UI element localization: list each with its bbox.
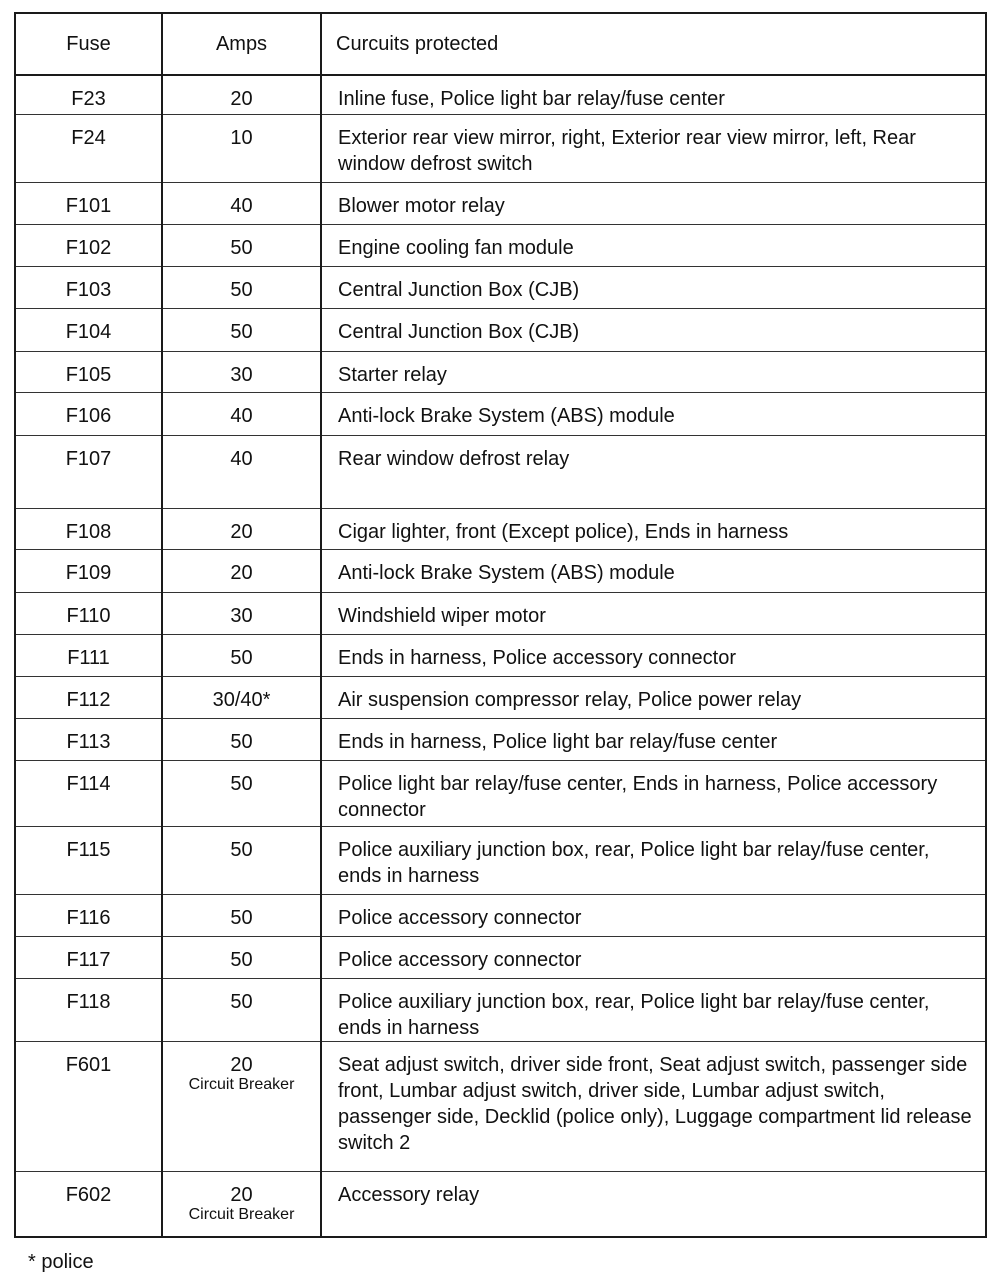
fuse-cell	[15, 508, 162, 549]
fuse-id: F101	[65, 194, 112, 217]
table-row	[15, 676, 986, 718]
fuse-id: F109	[65, 561, 112, 584]
fuse-cell	[15, 1171, 162, 1237]
circuits-cell	[321, 978, 986, 1041]
amps-cell	[162, 718, 321, 760]
amps-value: 50	[230, 278, 253, 301]
amps-value: 50	[230, 730, 253, 753]
table-row	[15, 634, 986, 676]
amps-value: 50	[230, 948, 253, 971]
circuits-text: Starter relay	[338, 363, 447, 386]
circuits-cell	[321, 392, 986, 435]
circuits-text: Seat adjust switch, driver side front, Seat adjust switch, passenger side front, Lumbar adjust switch, driver side, Lumbar adjust switch, passenger side, Decklid (police only), Luggage compartment lid release switch 2	[338, 1053, 972, 1154]
amps-cell	[162, 266, 321, 308]
circuits-text: Windshield wiper motor	[338, 604, 546, 627]
circuits-text: Central Junction Box (CJB)	[338, 320, 580, 343]
circuits-cell	[321, 718, 986, 760]
fuse-cell	[15, 676, 162, 718]
fuse-id: F103	[65, 278, 112, 301]
circuits-cell	[321, 435, 986, 508]
circuits-text: Anti-lock Brake System (ABS) module	[338, 404, 675, 427]
circuits-cell	[321, 182, 986, 224]
fuse-id: F114	[66, 772, 111, 795]
fuse-id: F115	[66, 838, 111, 861]
fuse-id: F24	[71, 126, 106, 149]
table-row	[15, 75, 986, 114]
amps-note: Circuit Breaker	[188, 1075, 295, 1093]
amps-cell	[162, 114, 321, 182]
fuse-cell	[15, 114, 162, 182]
table-row	[15, 894, 986, 936]
amps-value: 50	[230, 990, 253, 1013]
circuits-text: Police accessory connector	[338, 906, 582, 929]
header-row	[15, 13, 986, 75]
circuits-cell	[321, 1171, 986, 1237]
fuse-id: F107	[65, 447, 112, 470]
fuse-cell	[15, 224, 162, 266]
table-row	[15, 182, 986, 224]
circuits-cell	[321, 308, 986, 351]
fuse-cell	[15, 592, 162, 634]
amps-value: 40	[230, 194, 253, 217]
fuse-cell	[15, 351, 162, 392]
table-row	[15, 435, 986, 508]
fuse-cell	[15, 1041, 162, 1171]
fuse-id: F602	[65, 1183, 112, 1206]
amps-cell	[162, 549, 321, 592]
circuits-cell	[321, 351, 986, 392]
footnote: * police	[28, 1251, 94, 1273]
amps-cell	[162, 978, 321, 1041]
fuse-cell	[15, 978, 162, 1041]
circuits-cell	[321, 760, 986, 826]
table-row	[15, 826, 986, 894]
fuse-id: F113	[66, 730, 111, 753]
table-row	[15, 351, 986, 392]
circuits-cell	[321, 1041, 986, 1171]
fuse-id: F105	[65, 363, 112, 386]
circuits-cell	[321, 936, 986, 978]
table-row	[15, 224, 986, 266]
fuse-id: F601	[65, 1053, 112, 1076]
table-row	[15, 308, 986, 351]
fuse-cell	[15, 936, 162, 978]
circuits-text: Blower motor relay	[338, 194, 505, 217]
amps-value: 20	[230, 1183, 253, 1206]
fuse-table	[14, 12, 987, 1238]
circuits-text: Air suspension compressor relay, Police power relay	[338, 688, 802, 711]
circuits-cell	[321, 894, 986, 936]
fuse-id: F110	[66, 604, 111, 627]
fuse-cell	[15, 435, 162, 508]
circuits-cell	[321, 826, 986, 894]
circuits-text: Police auxiliary junction box, rear, Police light bar relay/fuse center, ends in harness	[338, 838, 930, 887]
fuse-id: F23	[71, 88, 106, 110]
fuse-cell	[15, 760, 162, 826]
fuse-cell	[15, 894, 162, 936]
fuse-cell	[15, 266, 162, 308]
amps-value: 20	[230, 1053, 253, 1076]
amps-cell	[162, 351, 321, 392]
table-row	[15, 114, 986, 182]
amps-value: 10	[230, 126, 253, 149]
table-row	[15, 718, 986, 760]
amps-cell	[162, 508, 321, 549]
amps-value: 30	[230, 604, 253, 627]
table-row	[15, 549, 986, 592]
circuits-cell	[321, 549, 986, 592]
fuse-id: F104	[65, 320, 112, 343]
amps-value: 20	[230, 561, 253, 584]
circuits-text: Cigar lighter, front (Except police), Ends in harness	[338, 520, 789, 543]
amps-cell	[162, 308, 321, 351]
table-row	[15, 978, 986, 1041]
amps-cell	[162, 760, 321, 826]
circuits-cell	[321, 224, 986, 266]
fuse-cell	[15, 308, 162, 351]
amps-cell	[162, 592, 321, 634]
circuits-text: Exterior rear view mirror, right, Exterior rear view mirror, left, Rear window defrost switch	[338, 126, 916, 175]
circuits-text: Rear window defrost relay	[338, 447, 570, 470]
amps-value: 50	[230, 236, 253, 259]
fuse-id: F117	[66, 948, 111, 971]
circuits-cell	[321, 508, 986, 549]
fuse-cell	[15, 718, 162, 760]
fuse-cell	[15, 634, 162, 676]
circuits-cell	[321, 114, 986, 182]
amps-cell	[162, 182, 321, 224]
table-row	[15, 592, 986, 634]
fuse-id: F102	[65, 236, 112, 259]
fuse-id: F116	[66, 906, 111, 929]
circuits-text: Police accessory connector	[338, 948, 582, 971]
circuits-cell	[321, 634, 986, 676]
circuits-text: Police light bar relay/fuse center, Ends in harness, Police accessory connector	[338, 772, 938, 821]
fuse-id: F108	[65, 520, 112, 543]
table-row	[15, 760, 986, 826]
amps-value: 40	[230, 447, 253, 470]
fuse-id: F112	[66, 688, 111, 711]
fuse-cell	[15, 826, 162, 894]
amps-cell	[162, 392, 321, 435]
amps-cell	[162, 826, 321, 894]
table-row	[15, 1041, 986, 1171]
amps-value: 50	[230, 838, 253, 861]
amps-value: 20	[230, 88, 253, 110]
fuse-id: F111	[67, 646, 110, 669]
header-fuse: Fuse	[15, 13, 162, 75]
circuits-text: Anti-lock Brake System (ABS) module	[338, 561, 675, 584]
table-row	[15, 936, 986, 978]
amps-cell	[162, 1171, 321, 1237]
fuse-table-body	[15, 75, 986, 1237]
amps-cell	[162, 1041, 321, 1171]
circuits-cell	[321, 592, 986, 634]
amps-cell	[162, 894, 321, 936]
amps-cell	[162, 224, 321, 266]
amps-cell	[162, 676, 321, 718]
circuits-text: Central Junction Box (CJB)	[338, 278, 580, 301]
circuits-cell	[321, 266, 986, 308]
table-row	[15, 266, 986, 308]
amps-value: 50	[230, 320, 253, 343]
table-row	[15, 392, 986, 435]
amps-cell	[162, 435, 321, 508]
fuse-cell	[15, 549, 162, 592]
amps-value: 50	[230, 772, 253, 795]
fuse-id: F106	[65, 404, 112, 427]
amps-note: Circuit Breaker	[188, 1205, 295, 1223]
amps-value: 50	[230, 906, 253, 929]
amps-cell	[162, 75, 321, 114]
amps-value: 30/40*	[212, 688, 271, 711]
circuits-cell	[321, 75, 986, 114]
table-row	[15, 1171, 986, 1237]
amps-cell	[162, 936, 321, 978]
header-amps: Amps	[162, 13, 321, 75]
circuits-text: Inline fuse, Police light bar relay/fuse center	[338, 88, 725, 110]
table-row	[15, 508, 986, 549]
circuits-text: Accessory relay	[338, 1183, 480, 1206]
amps-value: 30	[230, 363, 253, 386]
circuits-text: Ends in harness, Police accessory connector	[338, 646, 736, 669]
circuits-cell	[321, 676, 986, 718]
header-circuits: Curcuits protected	[321, 13, 986, 75]
fuse-id: F118	[66, 990, 111, 1013]
circuits-text: Ends in harness, Police light bar relay/fuse center	[338, 730, 778, 753]
fuse-cell	[15, 182, 162, 224]
circuits-text: Engine cooling fan module	[338, 236, 574, 259]
amps-value: 20	[230, 520, 253, 543]
fuse-cell	[15, 392, 162, 435]
amps-value: 50	[230, 646, 253, 669]
amps-value: 40	[230, 404, 253, 427]
amps-cell	[162, 634, 321, 676]
fuse-cell	[15, 75, 162, 114]
circuits-text: Police auxiliary junction box, rear, Police light bar relay/fuse center, ends in harness	[338, 990, 930, 1039]
